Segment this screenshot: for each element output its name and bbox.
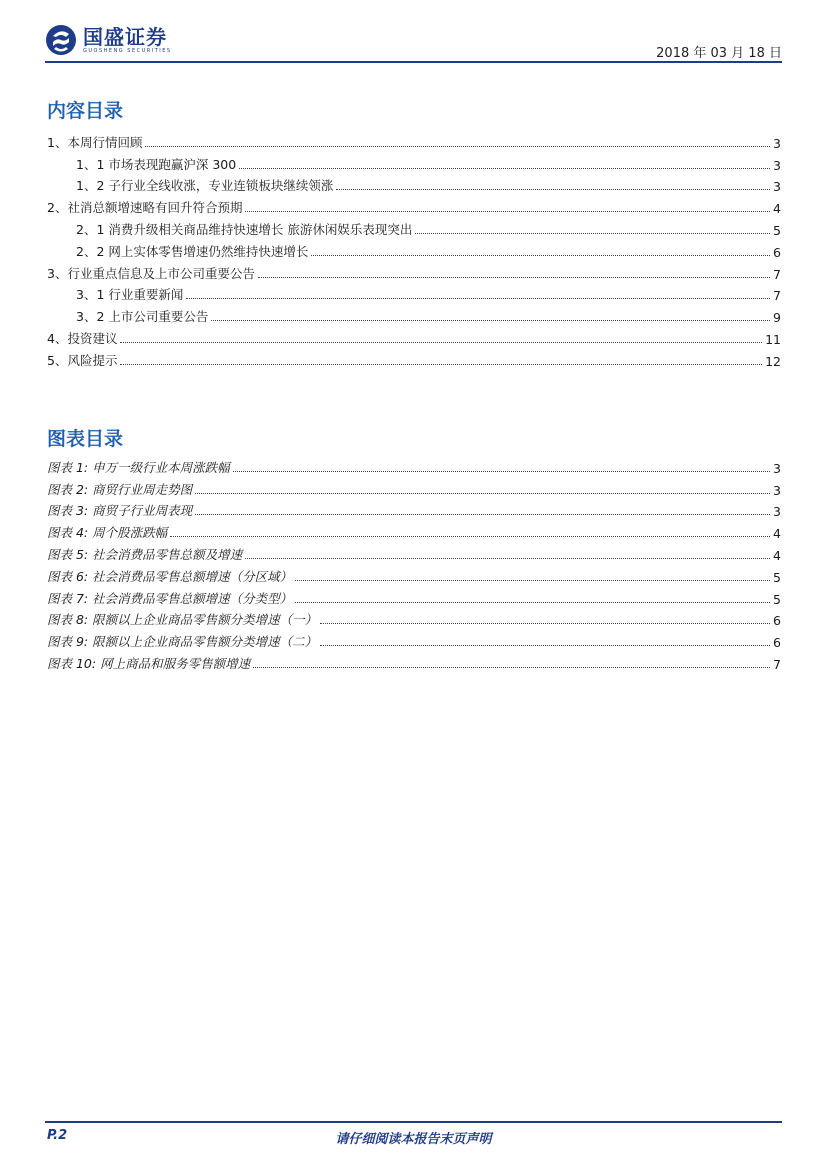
contents-entry-label: 3、2 上市公司重要公告 xyxy=(76,309,209,325)
report-date: 2018 年 03 月 18 日 xyxy=(656,46,782,61)
contents-title: 内容目录 xyxy=(47,100,124,122)
dot-leader xyxy=(170,536,770,537)
dot-leader xyxy=(195,493,770,494)
contents-entry[interactable] xyxy=(47,347,781,369)
figure-entry[interactable] xyxy=(47,519,781,541)
figure-entry-page: 7 xyxy=(773,656,781,672)
contents-entry-label: 1、2 子行业全线收涨，专业连锁板块继续领涨 xyxy=(76,178,334,194)
dot-leader xyxy=(320,645,770,646)
contents-entry[interactable] xyxy=(47,303,781,325)
contents-entry[interactable] xyxy=(47,282,781,304)
contents-entry-label: 5、风险提示 xyxy=(47,352,118,368)
company-name-en: GUOSHENG SECURITIES xyxy=(83,47,172,54)
figure-entry[interactable] xyxy=(47,563,781,585)
figure-entry-label: 图表 10: 网上商品和服务零售额增速 xyxy=(47,655,251,671)
figure-entry[interactable] xyxy=(47,607,781,629)
contents-entry-page: 3 xyxy=(773,179,781,195)
contents-entry-label: 3、1 行业重要新闻 xyxy=(76,287,184,303)
figure-entry-label: 图表 4: 周个股涨跌幅 xyxy=(47,525,168,541)
figure-entry[interactable] xyxy=(47,541,781,563)
figure-entry-page: 5 xyxy=(773,569,781,585)
contents-entry[interactable] xyxy=(47,238,781,260)
figure-entry[interactable] xyxy=(47,650,781,672)
contents-entry-label: 1、1 市场表现跑赢沪深 300 xyxy=(76,156,237,172)
contents-entry-label: 1、本周行情回顾 xyxy=(47,134,143,150)
dot-leader xyxy=(195,514,770,515)
figure-entry[interactable] xyxy=(47,454,781,476)
figure-entry-label: 图表 3: 商贸子行业周表现 xyxy=(47,503,193,519)
figure-entry[interactable] xyxy=(47,476,781,498)
figure-entry-label: 图表 5: 社会消费品零售总额及增速 xyxy=(47,546,243,562)
dot-leader xyxy=(320,623,770,624)
dot-leader xyxy=(295,580,770,581)
contents-entry[interactable] xyxy=(47,260,781,282)
dot-leader xyxy=(239,168,770,169)
contents-entry-page: 6 xyxy=(773,244,781,260)
contents-entry-page: 5 xyxy=(773,222,781,238)
header-divider xyxy=(45,61,782,63)
figure-entry-label: 图表 1: 申万一级行业本周涨跌幅 xyxy=(47,459,230,475)
contents-entry-page: 4 xyxy=(773,201,781,217)
figure-entry[interactable] xyxy=(47,498,781,520)
footer-divider xyxy=(45,1121,782,1123)
contents-list xyxy=(47,129,781,369)
figures-title: 图表目录 xyxy=(47,428,124,450)
figure-entry-page: 5 xyxy=(773,591,781,607)
contents-entry[interactable] xyxy=(47,173,781,195)
figure-entry-page: 3 xyxy=(773,482,781,498)
contents-entry-label: 2、2 网上实体零售增速仍然维持快速增长 xyxy=(76,243,309,259)
figure-entry-label: 图表 9: 限额以上企业商品零售额分类增速（二） xyxy=(47,634,318,650)
contents-entry[interactable] xyxy=(47,194,781,216)
figure-entry-label: 图表 8: 限额以上企业商品零售额分类增速（一） xyxy=(47,612,318,628)
contents-entry[interactable] xyxy=(47,129,781,151)
figure-entry-label: 图表 7: 社会消费品零售总额增速（分类型） xyxy=(47,590,293,606)
dot-leader xyxy=(311,255,770,256)
dot-leader xyxy=(233,471,770,472)
company-logo xyxy=(45,24,172,56)
dot-leader xyxy=(245,211,770,212)
contents-entry-page: 3 xyxy=(773,157,781,173)
dot-leader xyxy=(120,342,762,343)
figure-entry-label: 图表 6: 社会消费品零售总额增速（分区域） xyxy=(47,568,293,584)
dot-leader xyxy=(258,277,770,278)
dot-leader xyxy=(253,667,770,668)
page-header xyxy=(45,22,782,62)
figure-entry-page: 6 xyxy=(773,635,781,651)
contents-entry-page: 12 xyxy=(765,353,781,369)
dot-leader xyxy=(186,298,770,299)
company-name: 国盛证券 xyxy=(83,24,167,49)
figure-entry-page: 6 xyxy=(773,613,781,629)
dot-leader xyxy=(415,233,770,234)
dot-leader xyxy=(120,364,762,365)
contents-entry-label: 4、投资建议 xyxy=(47,330,118,346)
figure-entry[interactable] xyxy=(47,585,781,607)
page-number: P.2 xyxy=(47,1128,68,1143)
guosheng-logo-icon xyxy=(45,24,77,56)
dot-leader xyxy=(245,558,770,559)
contents-entry[interactable] xyxy=(47,216,781,238)
figure-entry-page: 4 xyxy=(773,526,781,542)
contents-entry[interactable] xyxy=(47,325,781,347)
figure-entry-page: 4 xyxy=(773,547,781,563)
contents-entry-page: 7 xyxy=(773,288,781,304)
figure-entry[interactable] xyxy=(47,628,781,650)
figures-list xyxy=(47,454,781,672)
contents-entry-page: 7 xyxy=(773,266,781,282)
figure-entry-page: 3 xyxy=(773,460,781,476)
dot-leader xyxy=(211,320,770,321)
contents-entry-label: 2、1 消费升级相关商品维持快速增长 旅游休闲娱乐表现突出 xyxy=(76,221,413,237)
contents-entry-page: 11 xyxy=(765,331,781,347)
dot-leader xyxy=(295,602,770,603)
contents-entry-label: 2、社消总额增速略有回升符合预期 xyxy=(47,200,243,216)
contents-entry[interactable] xyxy=(47,151,781,173)
figure-entry-label: 图表 2: 商贸行业周走势图 xyxy=(47,481,193,497)
dot-leader xyxy=(145,146,770,147)
contents-entry-page: 3 xyxy=(773,135,781,151)
dot-leader xyxy=(336,189,770,190)
figure-entry-page: 3 xyxy=(773,504,781,520)
contents-entry-page: 9 xyxy=(773,310,781,326)
contents-entry-label: 3、行业重点信息及上市公司重要公告 xyxy=(47,265,255,281)
footer-disclaimer: 请仔细阅读本报告末页声明 xyxy=(335,1132,492,1147)
